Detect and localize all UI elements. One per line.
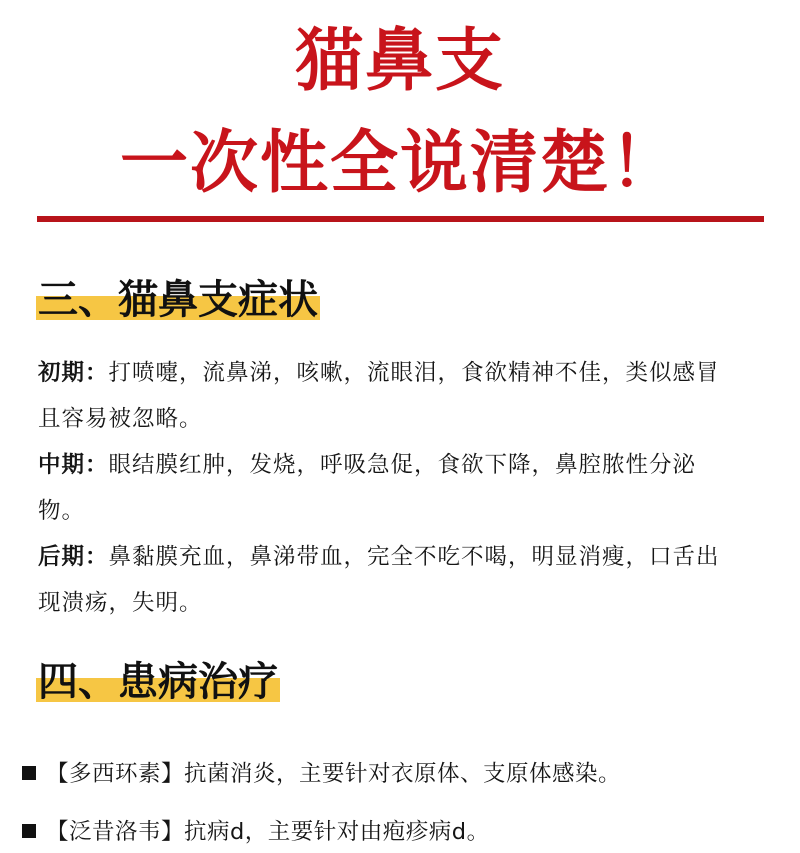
- drug-name: 【泛昔洛韦】: [46, 819, 185, 845]
- symptom-late: [38, 534, 738, 626]
- list-item: [22, 812, 490, 852]
- square-bullet-icon: [22, 824, 36, 838]
- drug-description: 抗菌消炎，主要针对衣原体、支原体感染。: [184, 761, 622, 787]
- symptom-early: [38, 350, 738, 442]
- symptom-text: 鼻黏膜充血，鼻涕带血，完全不吃不喝，明显消瘦，口舌出现溃疡，失明。: [38, 544, 720, 616]
- section-heading-symptoms: 三、猫鼻支症状: [36, 274, 320, 326]
- drug-description: 抗病d，主要针对由疱疹病d。: [184, 819, 490, 845]
- divider-rule: [37, 216, 764, 222]
- symptom-label: 中期: [38, 452, 86, 478]
- symptom-middle: [38, 442, 738, 534]
- section-heading-treatment: 四、患病治疗: [36, 656, 280, 708]
- symptom-colon: ：: [85, 360, 109, 386]
- symptom-text: 打喷嚏，流鼻涕，咳嗽，流眼泪，食欲精神不佳，类似感冒且容易被忽略。: [38, 360, 720, 432]
- symptom-label: 初期: [38, 360, 86, 386]
- symptom-colon: ：: [85, 544, 109, 570]
- list-item: [22, 754, 621, 794]
- square-bullet-icon: [22, 766, 36, 780]
- title-line-1: 猫鼻支: [294, 22, 505, 101]
- title-line-2: 一次性全说清楚！: [119, 124, 680, 203]
- symptom-text: 眼结膜红肿，发烧，呼吸急促，食欲下降，鼻腔脓性分泌物。: [38, 452, 697, 524]
- drug-name: 【多西环素】: [46, 761, 185, 787]
- symptom-label: 后期: [38, 544, 86, 570]
- symptom-colon: ：: [85, 452, 109, 478]
